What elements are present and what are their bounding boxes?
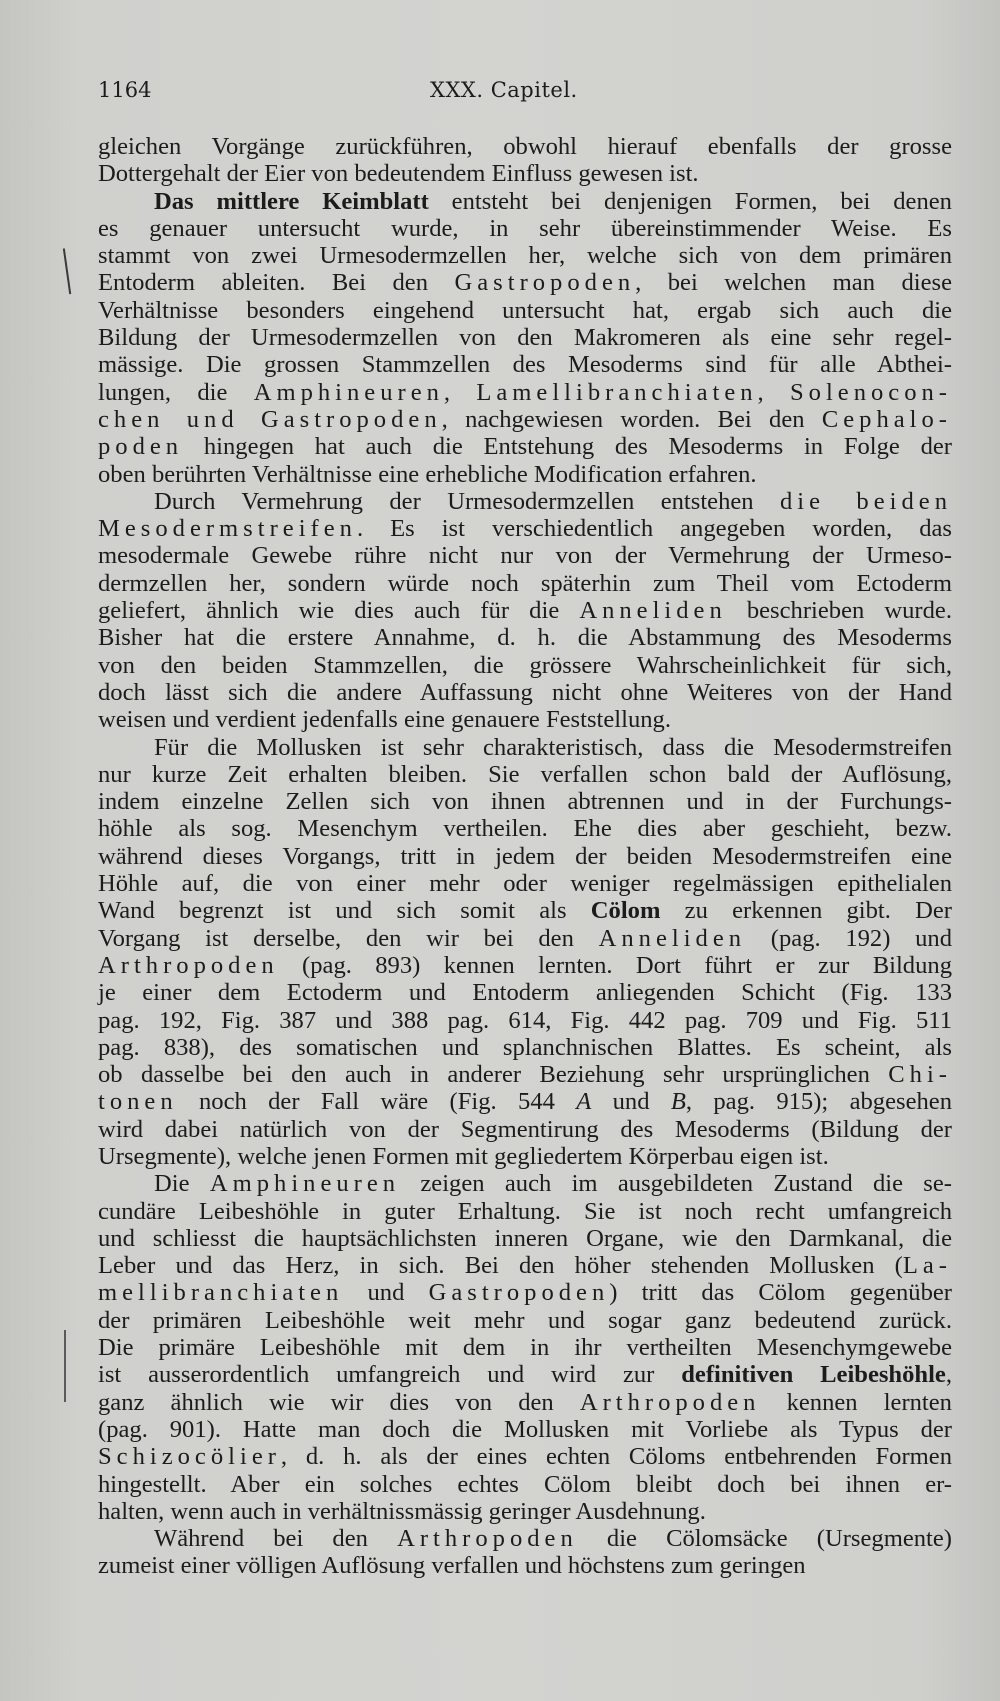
text-line: [98, 925, 952, 952]
text-line: [98, 1552, 952, 1579]
text-run: während dieses Vorgangs, tritt in jedem der beiden Mesodermstreifen eine: [98, 842, 952, 870]
text-line: [98, 570, 952, 597]
text-run: Dottergehalt der Eier von bedeutendem Einfluss gewesen ist.: [98, 160, 699, 188]
text-line: [98, 734, 952, 761]
bold-term: Das mittlere Keimblatt: [154, 187, 429, 215]
spaced-term: die beiden: [779, 487, 952, 515]
text-run: dermzellen her, sondern würde noch späterhin zum Theil vom Ectoderm: [98, 569, 952, 597]
text-run: und: [591, 1088, 671, 1116]
text-run: Die primäre Leibeshöhle mit dem in ihr vertheilten Mesenchymgewebe: [98, 1334, 952, 1362]
text-line: [98, 1170, 952, 1197]
text-run: der primären Leibeshöhle weit mehr und sogar ganz bedeutend zurück.: [98, 1306, 952, 1334]
text-line: [98, 897, 952, 924]
text-line: [98, 1416, 952, 1443]
text-line: [98, 269, 952, 296]
text-run: zu erkennen gibt. Der: [660, 897, 952, 925]
text-line: [98, 1225, 952, 1252]
text-line: [98, 1088, 952, 1115]
text-run: Ursegmente), welche jenen Formen mit gegliedertem Körperbau eigen ist.: [98, 1142, 829, 1170]
text-run: ,: [945, 1361, 952, 1389]
spaced-term: Amphineuren: [209, 1170, 401, 1198]
text-line: [98, 1334, 952, 1361]
margin-mark: [63, 248, 75, 294]
spaced-term: Gastropoden: [428, 1279, 610, 1307]
text-run: zumeist einer völligen Auflösung verfallen und höchstens zum geringen: [98, 1552, 806, 1580]
text-run: , pag. 915); abgesehen: [685, 1088, 953, 1116]
spaced-term: chen und Gastropoden: [98, 405, 442, 433]
text-run: Während bei den: [154, 1525, 398, 1553]
text-run: Bildung der Urmesodermzellen von den Makromeren als eine sehr regel-: [98, 324, 952, 352]
text-run: die Cölomsäcke (Ursegmente): [577, 1525, 952, 1553]
spaced-term: mellibranchiaten: [98, 1279, 344, 1307]
text-run: Entoderm ableiten. Bei den: [98, 269, 455, 297]
text-run: hingestellt. Aber ein solches echtes Cölom bleibt doch bei ihnen er-: [98, 1470, 952, 1498]
text-run: kennen lernten: [760, 1388, 952, 1416]
text-run: , bei welchen man diese: [635, 269, 952, 297]
text-run: gleichen Vorgänge zurückführen, obwohl hierauf ebenfalls der grosse: [98, 133, 952, 160]
text-run: . Es ist verschiedentlich angegeben worden, das: [356, 515, 952, 543]
text-run: und schliesst die hauptsächlichsten inneren Organe, wie den Darmkanal, die: [98, 1224, 952, 1252]
text-line: [98, 133, 952, 160]
text-line: [98, 1143, 952, 1170]
text-run: wird dabei natürlich von der Segmentirung des Mesoderms (Bildung der: [98, 1115, 952, 1143]
text-run: Vorgang ist derselbe, den wir bei den: [98, 924, 599, 952]
text-run: Die: [154, 1170, 210, 1198]
text-line: [98, 761, 952, 788]
text-run: höhle als sog. Mesenchym vertheilen. Ehe dies aber geschieht, bezw.: [98, 815, 952, 843]
text-run: ) tritt das Cölom gegenüber: [609, 1279, 952, 1307]
spaced-term: Lamellibranchiaten: [476, 378, 758, 406]
text-line: [98, 843, 952, 870]
page-number: 1164: [98, 78, 152, 102]
text-line: [98, 1361, 952, 1388]
spaced-term: Gastropoden: [454, 269, 636, 297]
spaced-term: Chi-: [888, 1061, 952, 1089]
text-run: je einer dem Ectoderm und Entoderm anliegenden Schicht (Fig. 133: [98, 979, 952, 1007]
body-text: [98, 133, 952, 1580]
spaced-term: Anneliden: [598, 924, 747, 952]
text-line: [98, 1471, 952, 1498]
spaced-term: Solenocon-: [789, 378, 952, 406]
text-run: ,: [757, 378, 790, 406]
spaced-term: La-: [902, 1252, 952, 1280]
spaced-term: Anneliden: [579, 597, 727, 625]
text-run: (pag. 893) kennen lernten. Dort führt er zur Bildung: [278, 951, 952, 979]
text-line: [98, 188, 952, 215]
text-line: [98, 1279, 952, 1306]
text-line: [98, 1307, 952, 1334]
text-run: beschrieben wurde.: [726, 597, 952, 625]
spaced-term: Arthropoden: [579, 1388, 761, 1416]
spaced-term: Arthropoden: [98, 951, 279, 979]
text-run: pag. 838), des somatischen und splanchnischen Blattes. Es scheint, als: [98, 1033, 952, 1061]
text-run: von den beiden Stammzellen, die grössere Wahrscheinlichkeit für sich,: [98, 651, 952, 679]
text-line: [98, 515, 952, 542]
text-run: ob dasselbe bei den auch in anderer Beziehung sehr ursprünglichen: [98, 1061, 889, 1089]
spaced-term: Amphineuren: [253, 378, 444, 406]
spaced-term: poden: [98, 433, 184, 461]
text-line: [98, 1007, 952, 1034]
text-run: mesodermale Gewebe rühre nicht nur von der Vermehrung der Urmeso-: [98, 542, 952, 570]
text-line: [98, 1525, 952, 1552]
text-run: (pag. 901). Hatte man doch die Mollusken mit Vorliebe als Typus der: [98, 1415, 952, 1443]
text-line: [98, 433, 952, 460]
text-line: [98, 406, 952, 433]
text-run: (pag. 192) und: [746, 924, 952, 952]
text-run: B: [670, 1088, 686, 1116]
text-run: cundäre Leibeshöhle in guter Erhaltung. Sie ist noch recht umfangreich: [98, 1197, 952, 1225]
spaced-term: Schizocölier: [98, 1443, 281, 1471]
text-run: nur kurze Zeit erhalten bleiben. Sie verfallen schon bald der Auflösung,: [98, 760, 952, 788]
text-run: weisen und verdient jedenfalls eine genauere Feststellung.: [98, 706, 671, 734]
text-run: Für die Mollusken ist sehr charakteristisch, dass die Mesodermstreifen: [154, 733, 952, 761]
text-line: [98, 1198, 952, 1225]
text-line: [98, 597, 952, 624]
text-line: [98, 1034, 952, 1061]
bold-term: definitiven Leibeshöhle: [681, 1361, 946, 1389]
page-header: [98, 78, 948, 108]
text-run: hingegen hat auch die Entstehung des Mesoderms in Folge der: [183, 433, 952, 461]
text-run: und: [343, 1279, 429, 1307]
text-run: Höhle auf, die von einer mehr oder weniger regelmässigen epithelialen: [98, 870, 952, 898]
text-line: [98, 542, 952, 569]
text-run: geliefert, ähnlich wie dies auch für die: [98, 597, 580, 625]
text-line: [98, 952, 952, 979]
text-line: [98, 242, 952, 269]
text-run: Durch Vermehrung der Urmesodermzellen entstehen: [154, 487, 780, 515]
text-run: ganz ähnlich wie wir dies von den: [98, 1388, 580, 1416]
running-head: XXX. Capitel.: [430, 78, 578, 102]
text-run: Bisher hat die erstere Annahme, d. h. die Abstammung des Mesoderms: [98, 624, 952, 652]
text-run: , d. h. als der eines echten Cöloms entbehrenden Formen: [280, 1443, 952, 1471]
text-run: ,: [443, 378, 477, 406]
text-line: [98, 488, 952, 515]
text-run: es genauer untersucht wurde, in sehr übereinstimmender Weise. Es: [98, 214, 952, 242]
text-run: zeigen auch im ausgebildeten Zustand die se-: [400, 1170, 952, 1198]
text-line: [98, 297, 952, 324]
text-line: [98, 652, 952, 679]
text-line: [98, 1116, 952, 1143]
text-line: [98, 1389, 952, 1416]
text-run: entsteht bei denjenigen Formen, bei denen: [428, 187, 952, 215]
text-line: [98, 679, 952, 706]
spaced-term: tonen: [98, 1088, 178, 1116]
text-line: [98, 215, 952, 242]
text-line: [98, 160, 952, 187]
text-line: [98, 870, 952, 897]
text-line: [98, 815, 952, 842]
text-line: [98, 461, 952, 488]
text-line: [98, 1498, 952, 1525]
text-run: mässige. Die grossen Stammzellen des Mesoderms sind für alle Abthei-: [98, 351, 952, 379]
text-line: [98, 706, 952, 733]
text-line: [98, 1252, 952, 1279]
text-run: lungen, die: [98, 378, 254, 406]
spaced-term: Cephalo-: [821, 405, 952, 433]
text-run: Verhältnisse besonders eingehend untersucht hat, ergab sich auch die: [98, 296, 952, 324]
text-line: [98, 1061, 952, 1088]
text-line: [98, 979, 952, 1006]
text-line: [98, 788, 952, 815]
text-run: , nachgewiesen worden. Bei den: [441, 405, 822, 433]
text-run: A: [576, 1088, 592, 1116]
text-line: [98, 1443, 952, 1470]
text-line: [98, 351, 952, 378]
text-run: Wand begrenzt ist und sich somit als: [98, 897, 591, 925]
text-line: [98, 379, 952, 406]
text-line: [98, 324, 952, 351]
text-run: Leber und das Herz, in sich. Bei den höher stehenden Mollusken (: [98, 1252, 903, 1280]
text-line: [98, 624, 952, 651]
text-run: noch der Fall wäre (Fig. 544: [177, 1088, 577, 1116]
text-run: indem einzelne Zellen sich von ihnen abtrennen und in der Furchungs-: [98, 788, 952, 816]
text-run: ist ausserordentlich umfangreich und wird zur: [98, 1361, 682, 1389]
text-run: stammt von zwei Urmesodermzellen her, welche sich von dem primären: [98, 242, 952, 270]
text-run: oben berührten Verhältnisse eine erhebliche Modification erfahren.: [98, 460, 757, 488]
margin-mark: [64, 1330, 69, 1402]
spaced-term: Arthropoden: [397, 1525, 578, 1553]
spaced-term: Mesodermstreifen: [98, 515, 357, 543]
text-run: doch lässt sich die andere Auffassung nicht ohne Weiteres von der Hand: [98, 678, 952, 706]
text-run: pag. 192, Fig. 387 und 388 pag. 614, Fig. 442 pag. 709 und Fig. 511: [98, 1006, 952, 1034]
bold-term: Cölom: [590, 897, 661, 925]
text-run: halten, wenn auch in verhältnissmässig geringer Ausdehnung.: [98, 1497, 706, 1525]
